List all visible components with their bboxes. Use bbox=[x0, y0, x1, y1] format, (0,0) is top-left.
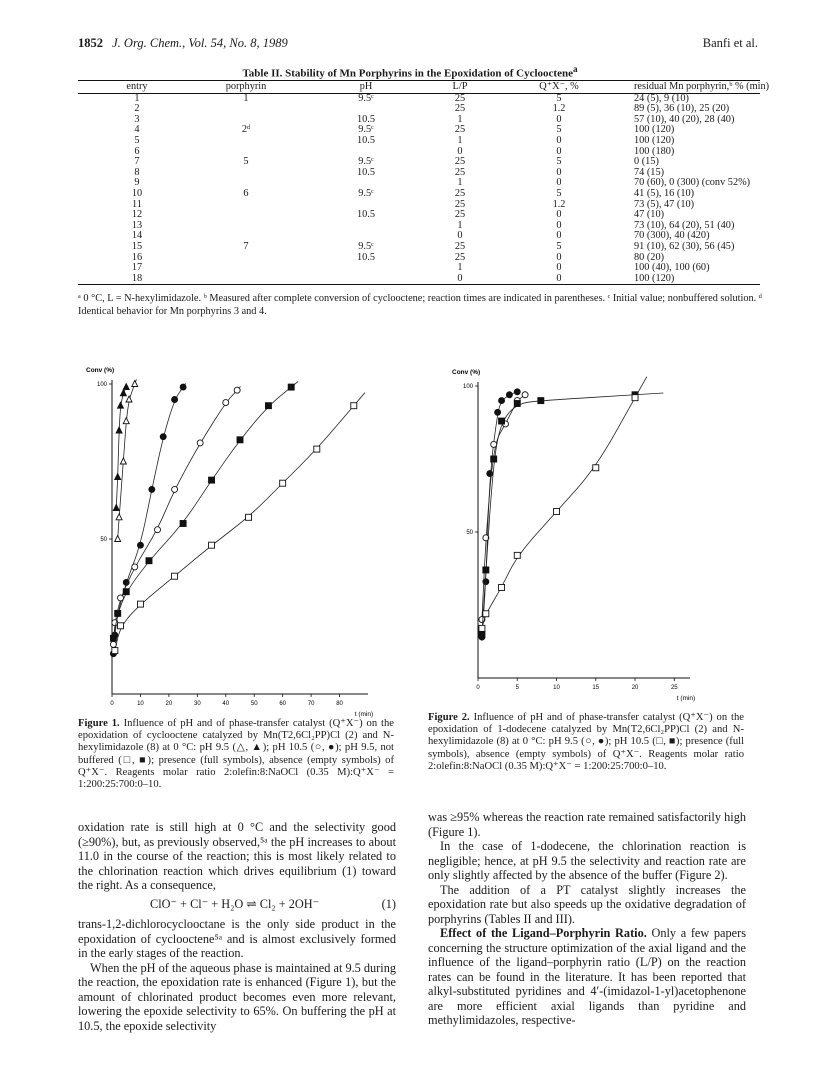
table-row bbox=[78, 189, 760, 200]
y-tick-label: 100 bbox=[462, 384, 473, 390]
table-cell bbox=[196, 263, 296, 274]
table-cell: 5 bbox=[556, 92, 562, 104]
table-cell: 25 bbox=[454, 156, 466, 168]
data-point-open-circle bbox=[172, 486, 178, 492]
data-point-open-square bbox=[632, 395, 638, 401]
data-point-filled-square bbox=[499, 418, 505, 424]
data-point-filled-square bbox=[209, 477, 215, 483]
table-cell: 2ᵈ bbox=[241, 124, 251, 136]
data-point-filled-square bbox=[479, 631, 485, 637]
table-row bbox=[78, 242, 760, 253]
table-caption-note: a bbox=[572, 64, 578, 74]
table-cell: 16 bbox=[131, 251, 143, 263]
table-cell: 25 bbox=[454, 240, 466, 252]
table-cell: 0 (15) bbox=[634, 156, 659, 168]
data-point-open-square bbox=[172, 573, 178, 579]
series-curve bbox=[482, 377, 647, 629]
table-cell: 0 bbox=[556, 177, 562, 189]
data-point-open-triangle bbox=[123, 418, 129, 424]
table-cell: 13 bbox=[131, 219, 143, 231]
data-point-filled-circle bbox=[149, 486, 155, 492]
table-cell: 18 bbox=[131, 272, 143, 284]
table-cell: 1 bbox=[457, 219, 463, 231]
data-point-open-circle bbox=[155, 527, 161, 533]
table-cell: 24 (5), 9 (10) bbox=[634, 92, 689, 104]
table-cell: 100 (120) bbox=[634, 134, 675, 146]
table-cell: 25 bbox=[454, 166, 466, 178]
data-point-open-triangle bbox=[116, 514, 122, 520]
col-header: residual Mn porphyrin,ᵇ % (min) bbox=[634, 81, 770, 92]
table-cell: 5 bbox=[556, 240, 562, 252]
table-cell: 5 bbox=[556, 187, 562, 199]
y-tick-label: 50 bbox=[466, 530, 473, 536]
figure-2-caption-text: Influence of pH and of phase-transfer catalyst (Q⁺X⁻) on the epoxidation of 1-dodecene catalyzed by Mn(T2,6Cl₂PP)Cl (2) and N-hexylimidazole (8) at 0 °C: pH 9.5 (○, ●); pH 10.5 (□, ■); presence (full symbols), absence (empty symbols) of Q⁺X⁻. Reagents molar ratio 2:olefin:8:NaOCl (0.35 M):Q⁺X⁻ = 1:200:25:700:0–10. bbox=[428, 712, 744, 772]
table-cell: 0 bbox=[556, 209, 562, 221]
table-cell: 89 (5), 36 (10), 25 (20) bbox=[634, 103, 730, 115]
x-tick-label: 20 bbox=[631, 685, 639, 691]
equation-1 bbox=[78, 897, 396, 912]
table-cell: 25 bbox=[454, 124, 466, 136]
y-tick-label: 50 bbox=[100, 537, 107, 543]
table-cell bbox=[196, 221, 296, 232]
table-cell: 12 bbox=[131, 209, 143, 221]
table-cell: 1 bbox=[457, 134, 463, 146]
table-cell: 100 (120) bbox=[634, 272, 675, 284]
data-point-filled-circle bbox=[160, 434, 166, 440]
data-point-filled-triangle bbox=[113, 505, 119, 511]
table-cell: 0 bbox=[556, 262, 562, 274]
data-point-filled-square bbox=[237, 437, 243, 443]
table-cell: 6 bbox=[134, 145, 140, 157]
series-curve bbox=[113, 386, 240, 644]
table-cell bbox=[196, 168, 296, 179]
table-cell bbox=[296, 274, 436, 285]
col-header: Q⁺X⁻, % bbox=[539, 81, 579, 92]
table-cell: 100 (40), 100 (60) bbox=[634, 262, 710, 274]
header-authors: Banfi et al. bbox=[702, 36, 758, 50]
data-point-open-square bbox=[479, 625, 485, 631]
table-cell bbox=[196, 136, 296, 147]
table-cell: 0 bbox=[457, 230, 463, 242]
table-cell: 10 bbox=[131, 187, 143, 199]
data-point-filled-circle bbox=[495, 409, 501, 415]
table-cell: 1 bbox=[134, 92, 140, 104]
table-cell: 10.5 bbox=[356, 113, 376, 125]
table-cell bbox=[196, 104, 296, 115]
data-point-filled-square bbox=[110, 635, 116, 641]
data-point-open-square bbox=[118, 623, 124, 629]
table-cell: 0 bbox=[457, 145, 463, 157]
data-point-open-triangle bbox=[120, 458, 126, 464]
table-cell: 9.5ᶜ bbox=[358, 187, 374, 199]
data-point-open-circle bbox=[197, 440, 203, 446]
table-cell bbox=[196, 200, 296, 211]
x-tick-label: 60 bbox=[279, 701, 287, 707]
table-cell: 0 bbox=[556, 230, 562, 242]
table-body bbox=[78, 94, 760, 285]
right-column-text bbox=[428, 810, 746, 1028]
data-point-open-circle bbox=[522, 392, 528, 398]
data-point-open-square bbox=[554, 509, 560, 515]
data-point-open-circle bbox=[132, 564, 138, 570]
table-cell: 80 (20) bbox=[634, 251, 665, 263]
table-cell: 0 bbox=[556, 166, 562, 178]
table-cell: 0 bbox=[556, 219, 562, 231]
x-axis-label: t (min) bbox=[676, 695, 696, 702]
table-cell: 10.5 bbox=[356, 251, 376, 263]
table-cell: 57 (10), 40 (20), 28 (40) bbox=[634, 113, 735, 125]
x-tick-label: 0 bbox=[110, 701, 114, 707]
data-point-filled-square bbox=[483, 567, 489, 573]
data-point-filled-circle bbox=[499, 398, 505, 404]
table-cell: 74 (15) bbox=[634, 166, 665, 178]
table-cell: 10.5 bbox=[356, 134, 376, 146]
table-cell: 0 bbox=[457, 272, 463, 284]
x-tick-label: 30 bbox=[193, 701, 201, 707]
table-cell: 1 bbox=[457, 113, 463, 125]
table-cell: 14 bbox=[131, 230, 143, 242]
table-cell: 10.5 bbox=[356, 209, 376, 221]
y-tick-label: 100 bbox=[96, 382, 107, 388]
table-cell: 0 bbox=[556, 251, 562, 263]
data-point-filled-triangle bbox=[118, 402, 124, 408]
table-cell: 0 bbox=[556, 134, 562, 146]
data-point-open-square bbox=[593, 465, 599, 471]
table-cell: 1.2 bbox=[552, 198, 566, 210]
table-cell bbox=[196, 253, 296, 264]
table-cell: 9.5ᶜ bbox=[358, 92, 374, 104]
table-cell: 73 (10), 64 (20), 51 (40) bbox=[634, 219, 735, 231]
table-cell: 7 bbox=[243, 240, 249, 252]
data-point-open-square bbox=[246, 514, 252, 520]
data-point-open-square bbox=[209, 542, 215, 548]
data-point-filled-square bbox=[514, 401, 520, 407]
col-header: entry bbox=[126, 81, 148, 92]
table-cell: 1 bbox=[243, 92, 249, 104]
table-cell: 1 bbox=[457, 262, 463, 274]
table-cell: 47 (10) bbox=[634, 209, 665, 221]
table-cell: 0 bbox=[556, 272, 562, 284]
table-cell: 0 bbox=[556, 145, 562, 157]
data-point-open-square bbox=[483, 611, 489, 617]
x-tick-label: 70 bbox=[307, 701, 315, 707]
x-tick-label: 80 bbox=[336, 701, 343, 707]
table-cell: 10.5 bbox=[356, 166, 376, 178]
data-point-filled-circle bbox=[514, 389, 520, 395]
table-cell: 9.5ᶜ bbox=[358, 156, 374, 168]
table-cell: 5 bbox=[556, 156, 562, 168]
table-cell bbox=[296, 263, 436, 274]
data-point-filled-triangle bbox=[116, 427, 122, 433]
figure-1-caption-text: Influence of pH and of phase-transfer catalyst (Q⁺X⁻) on the epoxidation of cyclooctene catalyzed by Mn(T2,6Cl₂PP)Cl (2) and N-hexylimidazole (8) at 0 °C: pH 9.5 (△, ▲); pH 10.5 (○, ●); pH 9.5, not buffered (□, ■); presence (full symbols), absence (empty symbols) of Q⁺X⁻. Reagents molar ratio 2:olefin:8:NaOCl (0.35 M):Q⁺X⁻ = 1:200:25:700:0–10. bbox=[78, 718, 394, 791]
table-cell: 25 bbox=[454, 92, 466, 104]
table-cell: 8 bbox=[134, 166, 140, 178]
paragraph: Effect of the Ligand–Porphyrin Ratio. Only a few papers concerning the structure optimization of the axial ligand and the influence of the ligand–porphyrin ratio (L/P) on the reaction rates can be found in the literature. It has been reported that alkyl-substituted pyridines and 4′-(imidazol-1-yl)acetophenone are more efficient axial ligands than pyridine and methylimidazoles, respective- bbox=[428, 926, 746, 1027]
x-tick-label: 0 bbox=[476, 685, 480, 691]
table-cell: 91 (10), 62 (30), 56 (45) bbox=[634, 240, 735, 252]
data-point-open-circle bbox=[223, 400, 229, 406]
figure-2-chart bbox=[428, 354, 728, 702]
table-cell: 0 bbox=[556, 113, 562, 125]
data-point-filled-square bbox=[538, 398, 544, 404]
table-cell: 6 bbox=[243, 187, 249, 199]
table-row bbox=[78, 136, 760, 147]
data-point-open-square bbox=[112, 648, 118, 654]
y-axis-label: Conv (%) bbox=[86, 367, 115, 374]
section-heading: Effect of the Ligand–Porphyrin Ratio. bbox=[440, 926, 647, 940]
data-point-open-square bbox=[280, 480, 286, 486]
table-cell: 11 bbox=[132, 198, 142, 210]
table-cell: 5 bbox=[243, 156, 249, 168]
x-tick-label: 5 bbox=[515, 685, 519, 691]
table-cell: 25 bbox=[454, 198, 466, 210]
left-column-text bbox=[78, 820, 396, 1033]
equation-expression: ClO⁻ + Cl⁻ + H₂O ⇌ Cl₂ + 2OH⁻ bbox=[150, 896, 320, 911]
table-cell: 1 bbox=[457, 177, 463, 189]
paragraph: When the pH of the aqueous phase is maintained at 9.5 during the reaction, the epoxidation rate is enhanced (Figure 1), but the amount of chlorinated product becomes even more relevant, lowering the epoxide selectivity to 65%. On buffering the pH at 10.5, the epoxide selectivity bbox=[78, 960, 396, 1033]
table-cell: 7 bbox=[134, 156, 140, 168]
data-point-open-square bbox=[314, 446, 320, 452]
journal-citation: J. Org. Chem., Vol. 54, No. 8, 1989 bbox=[112, 36, 288, 50]
figure-1-caption bbox=[78, 718, 394, 791]
data-point-filled-triangle bbox=[115, 474, 121, 480]
table-cell: 4 bbox=[134, 124, 140, 136]
data-point-open-circle bbox=[234, 387, 240, 393]
table-cell: 9.5ᶜ bbox=[358, 124, 374, 136]
data-point-filled-square bbox=[288, 384, 294, 390]
x-tick-label: 20 bbox=[165, 701, 173, 707]
table-cell: 100 (120) bbox=[634, 124, 675, 136]
x-tick-label: 25 bbox=[670, 685, 678, 691]
series-curve bbox=[115, 393, 365, 651]
data-point-filled-circle bbox=[506, 392, 512, 398]
table-cell: 70 (300), 40 (420) bbox=[634, 230, 710, 242]
figure-2-label: Figure 2. bbox=[428, 712, 470, 723]
data-point-open-triangle bbox=[115, 536, 121, 542]
table-cell: 25 bbox=[454, 251, 466, 263]
data-point-open-square bbox=[137, 601, 143, 607]
table-cell: 25 bbox=[454, 209, 466, 221]
x-tick-label: 50 bbox=[250, 701, 258, 707]
table-cell: 41 (5), 16 (10) bbox=[634, 187, 695, 199]
table-row bbox=[78, 274, 760, 285]
table-bottom-rule bbox=[78, 284, 760, 285]
running-header bbox=[78, 36, 288, 51]
table-cell: 73 (5), 47 (10) bbox=[634, 198, 695, 210]
data-point-filled-square bbox=[180, 521, 186, 527]
table-cell: 25 bbox=[454, 103, 466, 115]
data-point-filled-square bbox=[146, 558, 152, 564]
paragraph: In the case of 1-dodecene, the chlorination reaction is negligible; hence, at pH 9.5 the selectivity and reaction rate are only slightly affected by the absence of the buffer (Figure 2). bbox=[428, 839, 746, 882]
data-point-filled-circle bbox=[137, 542, 143, 548]
table-cell: 3 bbox=[134, 113, 140, 125]
table-cell: 5 bbox=[134, 134, 140, 146]
data-point-open-square bbox=[351, 403, 357, 409]
data-point-filled-square bbox=[123, 589, 129, 595]
paragraph: oxidation rate is still high at 0 °C and the selectivity good (≥90%), but, as previously observed,⁵ᵃ the pH increases to about 11.0 in the course of the reaction; this is most likely related to the chlorination reaction which drives equilibrium (1) toward the right. As a consequence, bbox=[78, 820, 396, 892]
table-header-row bbox=[78, 81, 770, 92]
page-number: 1852 bbox=[78, 36, 103, 50]
table-cell: 70 (60), 0 (300) (conv 52%) bbox=[634, 177, 751, 189]
table-cell bbox=[196, 274, 296, 285]
col-header: porphyrin bbox=[225, 81, 267, 92]
col-header: L/P bbox=[452, 81, 468, 92]
data-point-filled-square bbox=[115, 610, 121, 616]
table-cell: 17 bbox=[131, 262, 143, 274]
data-point-open-triangle bbox=[132, 381, 138, 387]
data-point-filled-square bbox=[491, 456, 497, 462]
paragraph: trans-1,2-dichlorocyclooctane is the only side product in the epoxidation of cyclooctene⁵ᵃ and is almost exclusively formed in the early stages of the reaction. bbox=[78, 917, 396, 960]
data-point-open-square bbox=[499, 584, 505, 590]
data-point-filled-circle bbox=[172, 397, 178, 403]
table-ii bbox=[78, 80, 770, 285]
table-cell: 9.5ᶜ bbox=[358, 240, 374, 252]
data-point-open-triangle bbox=[126, 396, 132, 402]
data-point-filled-triangle bbox=[123, 384, 129, 390]
table-cell bbox=[296, 221, 436, 232]
figure-2-caption bbox=[428, 712, 744, 773]
table-cell: 100 (180) bbox=[634, 145, 675, 157]
table-cell: 9 bbox=[134, 177, 140, 189]
series-curve bbox=[113, 382, 298, 639]
data-point-filled-circle bbox=[180, 384, 186, 390]
data-point-filled-square bbox=[265, 403, 271, 409]
table-caption: Table II. Stability of Mn Porphyrins in the Epoxidation of Cyclooctene$^a$ bbox=[242, 64, 578, 80]
figure-1-chart bbox=[78, 356, 378, 716]
paragraph: The addition of a PT catalyst slightly increases the epoxidation rate but also speeds up the oxidative degradation of porphyrins (Tables II and III). bbox=[428, 882, 746, 926]
col-header: pH bbox=[359, 81, 373, 92]
data-point-filled-triangle bbox=[120, 390, 126, 396]
equation-number: (1) bbox=[381, 896, 396, 911]
x-axis-label: t (min) bbox=[354, 711, 374, 718]
table-cell: 1.2 bbox=[552, 103, 566, 115]
table-footnote: ᵃ 0 °C, L = N-hexylimidazole. ᵇ Measured after complete conversion of cyclooctene; reaction times are indicated in parentheses. ᶜ Initial value; nonbuffered solution. ᵈ Identical behavior for Mn porphyrins 3 and 4. bbox=[78, 293, 762, 317]
data-point-open-square bbox=[514, 552, 520, 558]
x-tick-label: 15 bbox=[592, 685, 600, 691]
table-cell bbox=[196, 210, 296, 221]
y-axis-label: Conv (%) bbox=[452, 369, 481, 376]
table-cell: 2 bbox=[134, 103, 140, 115]
figure-1-label: Figure 1. bbox=[78, 718, 120, 729]
series-curve bbox=[482, 393, 663, 634]
paragraph: was ≥95% whereas the reaction rate remained satisfactorily high (Figure 1). bbox=[428, 810, 746, 839]
data-point-open-circle bbox=[491, 441, 497, 447]
x-tick-label: 10 bbox=[137, 701, 144, 707]
table-cell: 5 bbox=[556, 124, 562, 136]
x-tick-label: 40 bbox=[222, 701, 230, 707]
table-cell: 15 bbox=[131, 240, 143, 252]
x-tick-label: 10 bbox=[553, 685, 560, 691]
table-cell: 25 bbox=[454, 187, 466, 199]
